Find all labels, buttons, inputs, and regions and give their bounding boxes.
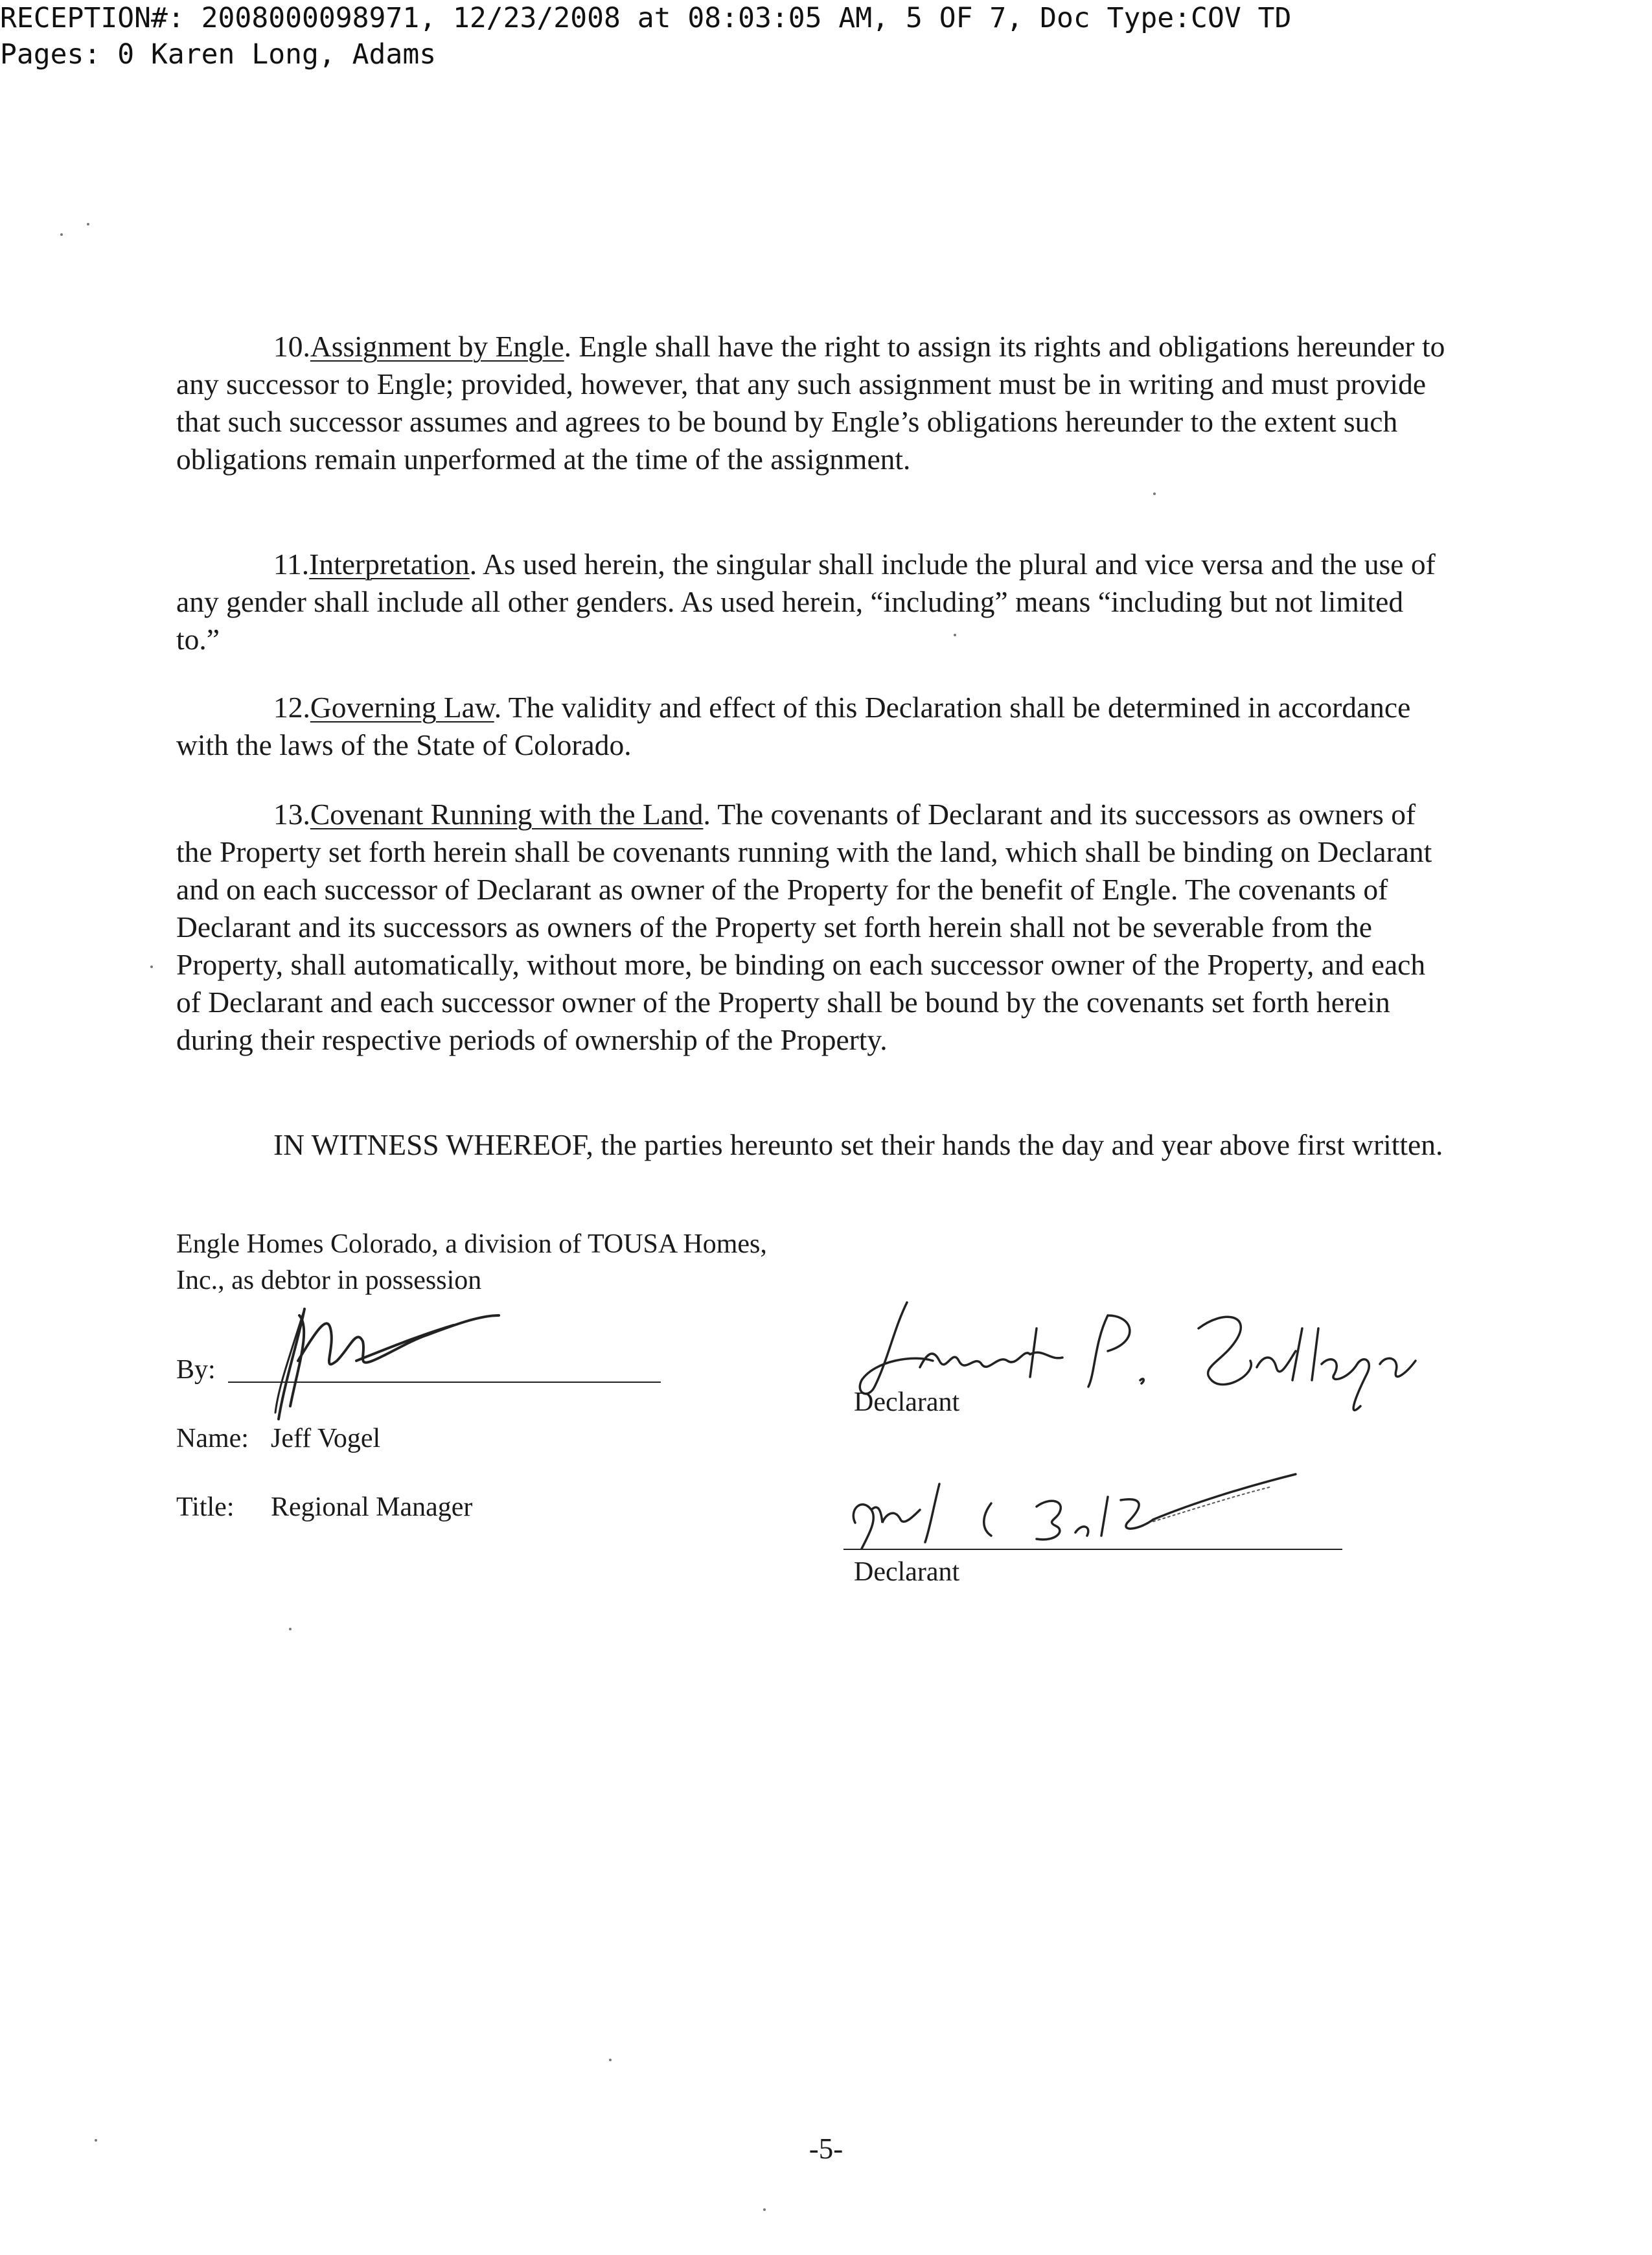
scan-speck: [87, 223, 89, 226]
section-13-heading: [273, 798, 703, 831]
scan-speck: [954, 634, 956, 636]
scan-speck: [60, 233, 63, 236]
section-13-title: Covenant Running with the Land: [310, 798, 704, 831]
header-line-2: Pages: 0 Karen Long, Adams: [0, 38, 437, 71]
recording-header: [0, 0, 1291, 73]
name-value: Jeff Vogel: [271, 1424, 381, 1453]
section-10-heading: [273, 330, 564, 363]
section-12: [176, 689, 1446, 764]
company-block: Engle Homes Colorado, a division of TOUSA Homes, Inc., as debtor in possession: [176, 1229, 767, 1295]
scan-speck: [289, 1628, 292, 1630]
title-value: Regional Manager: [271, 1492, 473, 1522]
section-11-heading: [273, 548, 470, 581]
section-12-number: 12.: [273, 691, 310, 724]
scan-speck: [1153, 492, 1156, 495]
witness-clause: IN WITNESS WHEREOF, the parties hereunto set their hands the day and year above first written.: [273, 1128, 1443, 1161]
page-number: -5-: [809, 2133, 843, 2165]
declarant-2-label: Declarant: [854, 1557, 960, 1587]
section-11-number: 11.: [273, 548, 310, 581]
section-12-text: . The validity and effect of this Declaration shall be determined in accordance with the laws of the State of Colorado.: [176, 691, 1411, 761]
section-10-text: . Engle shall have the right to assign its rights and obligations hereunder to any successor to Engle; provided, however, that any such assignment must be in writing and must provide that such successor assumes and agrees to be bound by Engle’s obligations hereunder to the extent such obligations remain unperformed at the time of the assignment.: [176, 330, 1445, 476]
section-13-text: . The covenants of Declarant and its successors as owners of the Property set forth herein shall be covenants running with the land, which shall be binding on Declarant and on each successor of Declarant as owner of the Property for the benefit of Engle. The covenants of Declarant and its successors as owners of the Property set forth herein shall not be severable from the Property, shall automatically, without more, be binding on each successor owner of the Property, and each of Declarant and each successor owner of the Property shall be bound by the covenants set forth herein during their respective periods of ownership of the Property.: [176, 798, 1432, 1056]
engle-signature: [259, 1289, 531, 1432]
section-11-text: . As used herein, the singular shall include the plural and vice versa and the use of any gender shall include all other genders. As used herein, “including” means “including but not limited to.”: [176, 548, 1436, 656]
section-11-title: Interpretation: [309, 548, 470, 581]
section-13: [176, 796, 1446, 1059]
declarant-2-signature-line: [843, 1549, 1342, 1550]
section-10-number: 10.: [273, 330, 310, 363]
section-10-title: Assignment by Engle: [310, 330, 564, 363]
declarant-1-label: Declarant: [854, 1387, 960, 1417]
section-12-heading: [273, 691, 494, 724]
scan-speck: [763, 2208, 766, 2211]
scan-speck: [95, 2139, 97, 2142]
scan-speck: [609, 2059, 612, 2061]
by-label: By:: [176, 1355, 216, 1385]
header-line-1: RECEPTION#: 2008000098971, 12/23/2008 at 08:03:05 AM, 5 OF 7, Doc Type:COV TD: [0, 2, 1292, 34]
declarant-2-signature: [842, 1471, 1335, 1562]
section-10: [176, 328, 1446, 478]
scan-speck: [150, 966, 153, 968]
section-13-number: 13.: [273, 798, 310, 831]
section-11: [176, 546, 1446, 658]
name-label: Name:: [176, 1424, 249, 1453]
section-12-title: Governing Law: [310, 691, 494, 724]
title-label: Title:: [176, 1492, 235, 1522]
